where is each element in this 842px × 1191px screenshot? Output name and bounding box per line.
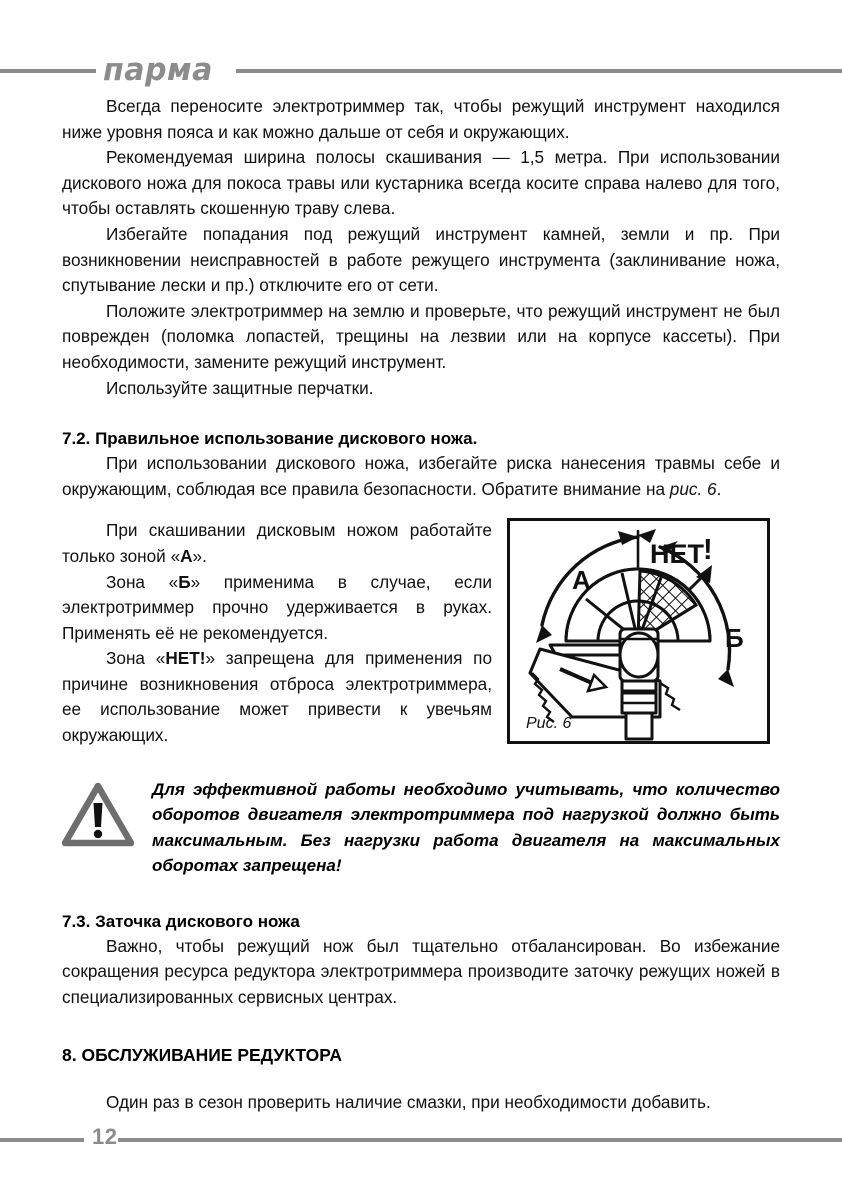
page-footer <box>0 1126 842 1156</box>
zone-a-pre: При скашивании дисковым ножом работайте только зоной « <box>62 520 492 566</box>
paragraph-8: Один раз в сезон проверить наличие смазки, при необходимости добавить. <box>106 1092 711 1113</box>
heading-8: 8. ОБСЛУЖИВАНИЕ РЕДУКТОРА <box>62 1045 342 1066</box>
label-zone-b: Б <box>725 623 744 654</box>
zone-b-letter: Б <box>178 571 191 592</box>
paragraph-mowing-width: Рекомендуемая ширина полосы скашивания — 1,5 метра. При использовании дискового ножа для покоса травы или кустарника всегда косите справа налево для того, чтобы оставлять скошенную траву слева. <box>62 147 780 219</box>
paragraph-inspect-tool: Положите электротриммер на землю и проверьте, что режущий инструмент не был поврежден (поломка лопастей, трещины на лезвии или на корпусе кассеты). При необходимости, замените режущий инструмент. <box>62 300 780 372</box>
intro-text-before: При использовании дискового ножа, избегайте риска нанесения травмы себе и окружающим, соблюдая все правила безопасности. Обратите внимание на <box>62 453 780 499</box>
brand-logo: парма <box>103 52 213 88</box>
figure-caption: Рис. 6 <box>526 715 572 733</box>
zone-b-post: » применима в случае, если электротриммер прочно удерживается в руках. Применять её не рекомендуется. <box>62 571 492 643</box>
warning-triangle-icon <box>62 777 138 852</box>
paragraph-7-3: Важно, чтобы режущий нож был тщательно отбалансирован. Во избежание сокращения ресурса редуктора электротриммера производите заточку режущих ножей в специализированных сервисных центрах. <box>62 935 780 1007</box>
figure-and-zone-text <box>62 518 780 748</box>
header-rule-right <box>236 69 842 73</box>
footer-rule-right <box>118 1138 842 1142</box>
page-number: 12 <box>92 1124 118 1149</box>
paragraph-zone-b <box>62 570 492 647</box>
zone-description-column <box>62 518 492 748</box>
zone-b-pre: Зона « <box>106 571 179 592</box>
paragraph-7-2-intro <box>62 451 780 502</box>
page-header <box>0 54 842 88</box>
zone-no-pre: Зона « <box>106 648 166 669</box>
page-content <box>62 94 780 1116</box>
figure-6-box <box>507 518 770 744</box>
zone-a-letter: А <box>180 545 193 566</box>
warning-callout <box>62 777 780 879</box>
zone-no-post: » запрещена для применения по причине возникновения отброса электротриммера, ее использование может привести к увечьям окружающих. <box>62 648 493 746</box>
heading-7-3: 7.3. Заточка дискового ножа <box>62 911 300 931</box>
paragraph-zone-no <box>62 646 492 748</box>
warning-text: Для эффективной работы необходимо учитывать, что количество оборотов двигателя электротриммера под нагрузкой должно быть максимальным. Без нагрузки работа двигателя на максимальных оборотах запрещена! <box>152 779 780 876</box>
zone-a-post: ». <box>192 545 207 566</box>
label-zone-no-exclamation: ! <box>703 534 713 567</box>
footer-rule-left <box>0 1138 84 1142</box>
figure-reference: рис. 6 <box>669 478 717 499</box>
paragraph-carry-trimmer: Всегда переносите электротриммер так, чтобы режущий инструмент находился ниже уровня пояса и как можно дальше от себя и окружающих. <box>62 96 780 142</box>
disc-blade-diagram <box>510 521 767 741</box>
paragraph-avoid-debris: Избегайте попадания под режущий инструмент камней, земли и пр. При возникновении неисправностей в работе режущего инструмента (заклинивание ножа, спутывание лески и пр.) отключите его от сети. <box>62 223 780 296</box>
heading-7-2: 7.2. Правильное использование дискового ножа. <box>62 429 478 449</box>
intro-text-after: . <box>716 478 722 499</box>
zone-no-letter: НЕТ! <box>165 648 206 669</box>
header-rule-left <box>0 69 96 73</box>
paragraph-zone-a <box>62 518 492 569</box>
label-zone-a: А <box>572 565 591 596</box>
label-zone-no: НЕТ <box>650 539 704 570</box>
paragraph-use-gloves: Используйте защитные перчатки. <box>106 377 374 398</box>
